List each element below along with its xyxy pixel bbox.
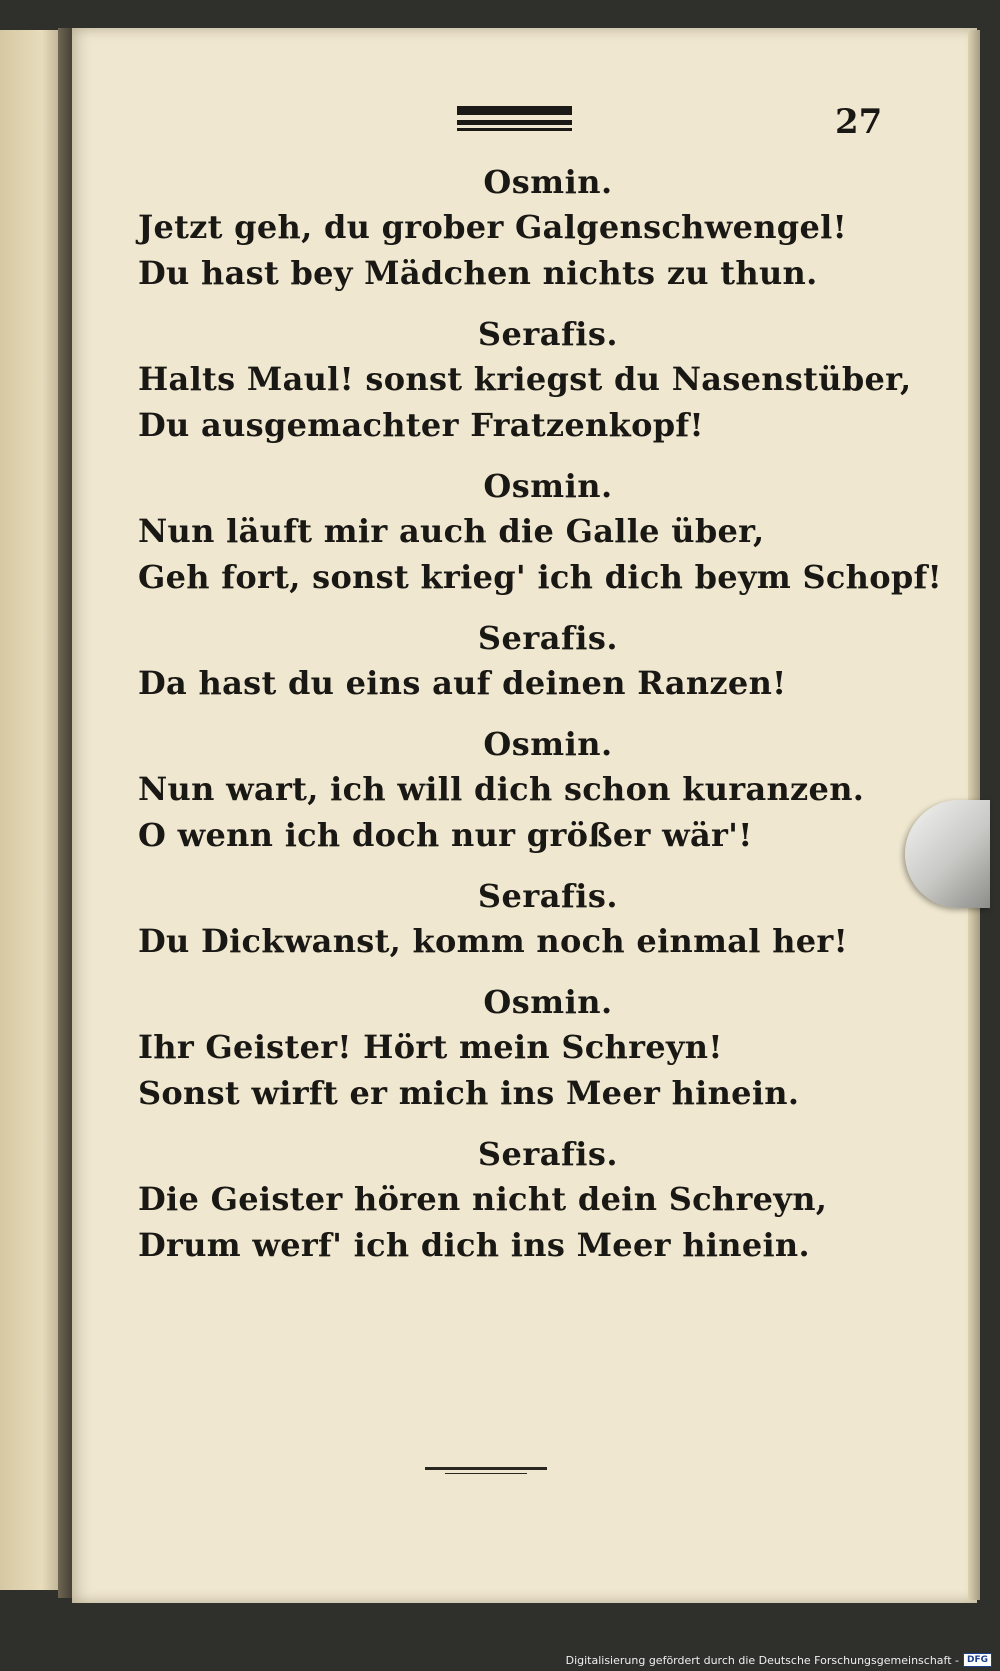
verse-line: Du ausgemachter Fratzenkopf! xyxy=(138,406,704,444)
verse-line: Geh fort, sonst krieg' ich dich beym Schopf! xyxy=(138,558,942,596)
digitization-credit xyxy=(566,1653,992,1667)
ornament-bar xyxy=(457,106,572,115)
speaker-name: Osmin. xyxy=(483,983,613,1021)
verse-line: Du hast bey Mädchen nichts zu thun. xyxy=(138,254,818,292)
verse-line: Jetzt geh, du grober Galgenschwengel! xyxy=(138,208,847,246)
header-ornament xyxy=(457,106,572,134)
speaker-name: Serafis. xyxy=(477,619,619,657)
dialogue-text xyxy=(138,160,942,1268)
verse-line: Ihr Geister! Hört mein Schreyn! xyxy=(138,1028,723,1066)
verse-line: Da hast du eins auf deinen Ranzen! xyxy=(138,664,787,702)
ornament-bar xyxy=(457,120,572,125)
credit-text: Digitalisierung gefördert durch die Deutsche Forschungsgemeinschaft - xyxy=(565,1653,959,1667)
verse-line: Sonst wirft er mich ins Meer hinein. xyxy=(138,1074,800,1112)
closing-rule-thin xyxy=(445,1473,527,1474)
page-number: 27 xyxy=(835,102,883,142)
verse-line: Nun läuft mir auch die Galle über, xyxy=(138,512,765,550)
closing-rule xyxy=(425,1467,547,1470)
verse-line: Du Dickwanst, komm noch einmal her! xyxy=(138,922,848,960)
speaker-name: Serafis. xyxy=(477,1135,619,1173)
speaker-name: Osmin. xyxy=(483,163,613,201)
speaker-name: Serafis. xyxy=(477,315,619,353)
speaker-name: Osmin. xyxy=(483,725,613,763)
verse-line: Drum werf' ich dich ins Meer hinein. xyxy=(138,1226,810,1264)
speaker-name: Serafis. xyxy=(477,877,619,915)
verse-line: O wenn ich doch nur größer wär'! xyxy=(138,816,753,854)
ornament-bar xyxy=(457,128,572,131)
dfg-logo: DFG xyxy=(963,1653,992,1667)
speaker-name: Osmin. xyxy=(483,467,613,505)
verse-line: Nun wart, ich will dich schon kuranzen. xyxy=(138,770,865,808)
verse-line: Die Geister hören nicht dein Schreyn, xyxy=(138,1180,828,1218)
verse-line: Halts Maul! sonst kriegst du Nasenstüber, xyxy=(138,360,912,398)
